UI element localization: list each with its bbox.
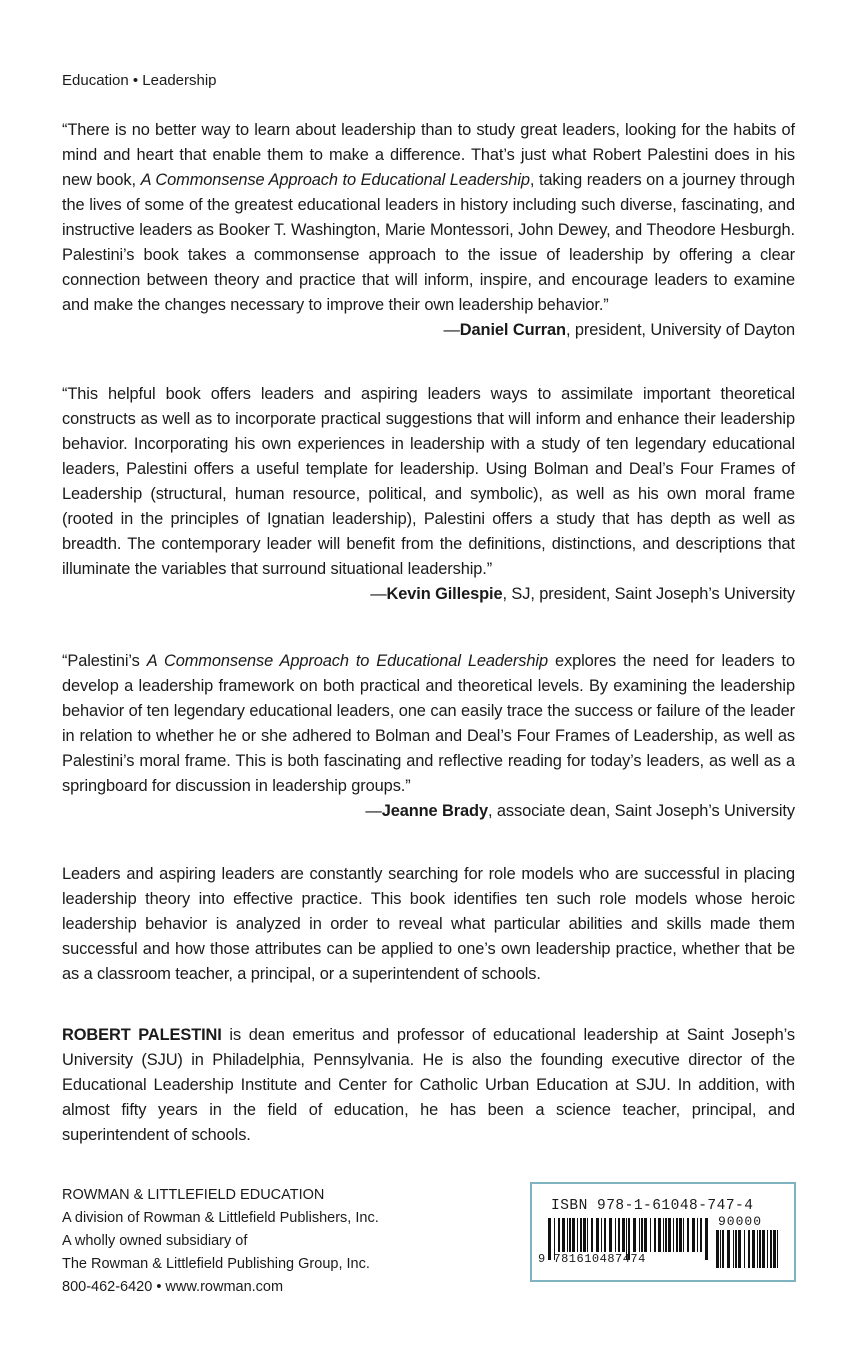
barcode-bar — [735, 1230, 737, 1268]
barcode-bar — [676, 1218, 678, 1252]
barcode-bar — [658, 1218, 661, 1252]
barcode-bar — [583, 1218, 586, 1252]
book-description: Leaders and aspiring leaders are constantly searching for role models who are successful in placing leadership theory into effective practice. This book identifies ten such role models whose heroic leadership behavior is analyzed in order to reveal what particular abilities and skills made them successful and how those attributes can be applied to one’s own leadership practice, whether that be as a classroom teacher, a principal, or a superintendent of schools. — [62, 865, 795, 983]
publisher-name: ROWMAN & LITTLEFIELD EDUCATION — [62, 1187, 325, 1203]
author-name: Jeanne Brady — [381, 802, 488, 820]
barcode-bar — [644, 1218, 647, 1252]
barcode-bar — [744, 1230, 745, 1268]
barcode-bar — [697, 1218, 698, 1252]
addon-barcode-bars — [712, 1230, 784, 1268]
publisher-group: The Rowman & Littlefield Publishing Group, Inc. — [62, 1256, 370, 1272]
barcode-bar — [604, 1218, 606, 1252]
barcode-bar — [727, 1230, 730, 1268]
barcode-bar — [618, 1218, 620, 1252]
attribution: —Daniel Curran, president, University of Dayton — [443, 321, 795, 339]
publisher-contact: 800-462-6420 • www.rowman.com — [62, 1279, 284, 1295]
barcode-bar — [767, 1230, 768, 1268]
barcode-bar — [759, 1230, 761, 1268]
attribution: —Kevin Gillespie, SJ, president, Saint Joseph’s University — [370, 585, 795, 603]
barcode-bar — [716, 1230, 719, 1268]
barcode-bar — [567, 1218, 568, 1252]
barcode-bar — [757, 1230, 758, 1268]
barcode-bar — [668, 1218, 671, 1252]
barcode-bar — [558, 1218, 560, 1252]
isbn-number: ISBN 978-1-61048-747-4 — [551, 1198, 754, 1214]
quote-text: “This helpful book offers leaders and aspiring leaders ways to assimilate important theoretical constructs as well as to incorporate practical suggestions that will inform and enhance their leadership behavior. Incorporating his own experiences in leadership with a study of ten legendary educational leaders, Palestini offers a useful template for leadership. Using Bolman and Deal’s Four Frames of Leadership (structural, human resource, political, and symbolic), as well as his own moral frame (rooted in the principles of Ignatian leadership), Palestini offers a study that has depth as well as breadth. The contemporary leader will benefit from the definitions, distinctions, and descriptions that illuminate the variables that surround situational leadership.” — [62, 385, 795, 578]
barcode-bar — [577, 1218, 578, 1252]
barcode-bar — [663, 1218, 664, 1252]
barcode-bar — [650, 1218, 651, 1252]
barcode-bar — [639, 1218, 640, 1252]
barcode-bar — [572, 1218, 575, 1252]
price-addon-number: 90000 — [718, 1214, 763, 1229]
endorsement-1 — [62, 118, 795, 343]
barcode-bar — [615, 1218, 616, 1252]
endorsement-2 — [62, 382, 795, 607]
barcode-bar — [654, 1218, 656, 1252]
barcode-bar — [673, 1218, 674, 1252]
quote-text: “Palestini’s A Commonsense Approach to Educational Leadership explores the need for leaders to develop a leadership framework on both practical and theoretical levels. By examining the leadership behavior of ten legendary educational leaders, one can easily trace the success or failure of the leader in relation to whether he or she adhered to Bolman and Deal’s Four Frames of Leadership, as well as Palestini’s moral frame. This is both fascinating and reflective reading for today’s leaders, as well as a springboard for discussion in leadership groups.” — [62, 652, 795, 795]
barcode-bar — [562, 1218, 565, 1252]
barcode-bar — [720, 1230, 721, 1268]
quote-text: “There is no better way to learn about leadership than to study great leaders, looking for the habits of mind and heart that enable them to make a difference. That’s just what Robert Palestini does in his new book, A Commonsense Approach to Educational Leadership, taking readers on a journey through the lives of some of the greatest educational leaders in history including such diverse, fascinating, and instructive leaders as Booker T. Washington, Marie Montessori, John Dewey, and Theodore Hesburgh. Palestini’s book takes a commonsense approach to the issue of leadership by offering a clear connection between theory and practice that will inform, inspire, and encourage leaders to examine and make the changes necessary to improve their own leadership behavior.” — [62, 121, 796, 314]
barcode-bar — [633, 1218, 636, 1252]
barcode-bar — [683, 1218, 684, 1252]
barcode-bar — [580, 1218, 582, 1252]
barcode-bar — [748, 1230, 750, 1268]
ean-digits: 9 781610487474 — [538, 1252, 646, 1266]
barcode-bar — [773, 1230, 776, 1268]
barcode-bar — [609, 1218, 612, 1252]
isbn-barcode — [530, 1182, 796, 1282]
barcode-bar — [777, 1230, 778, 1268]
barcode-bar — [770, 1230, 772, 1268]
barcode-bar — [692, 1218, 695, 1252]
barcode-bar — [722, 1230, 724, 1268]
barcode-bar — [700, 1218, 702, 1252]
publisher-info — [62, 1184, 379, 1299]
publisher-division: A division of Rowman & Littlefield Publishers, Inc. — [62, 1210, 379, 1226]
barcode-bar — [733, 1230, 734, 1268]
book-title: A Commonsense Approach to Educational Leadership — [140, 171, 530, 189]
barcode-bar — [596, 1218, 599, 1252]
attribution: —Jeanne Brady, associate dean, Saint Joseph’s University — [365, 802, 795, 820]
author-name: Kevin Gillespie — [386, 585, 503, 603]
barcode-bar — [641, 1218, 643, 1252]
barcode-bar — [569, 1218, 571, 1252]
barcode-bar — [752, 1230, 755, 1268]
barcode-bar — [762, 1230, 765, 1268]
book-title: A Commonsense Approach to Educational Leadership — [146, 652, 548, 670]
barcode-bar — [738, 1230, 741, 1268]
barcode-bar — [622, 1218, 625, 1252]
author-name: Daniel Curran — [459, 321, 566, 339]
barcode-bar — [587, 1218, 588, 1252]
barcode-bar — [687, 1218, 689, 1252]
category-label: Education • Leadership — [62, 72, 217, 89]
barcode-bar — [601, 1218, 602, 1252]
barcode-bar — [665, 1218, 667, 1252]
endorsement-3 — [62, 649, 795, 824]
publisher-subsidiary: A wholly owned subsidiary of — [62, 1233, 248, 1249]
author-bio: ROBERT PALESTINI is dean emeritus and professor of educational leadership at Saint Joseph’s University (SJU) in Philadelphia, Pennsylvania. He is also the founding executive director of the Educational Leadership Institute and Center for Catholic Urban Education at SJU. In addition, with almost fifty years in the field of education, he has been a science teacher, principal, and superintendent of schools. — [62, 1026, 795, 1144]
barcode-bar — [591, 1218, 593, 1252]
author-bio-name: ROBERT PALESTINI — [62, 1026, 222, 1044]
barcode-bar — [679, 1218, 682, 1252]
